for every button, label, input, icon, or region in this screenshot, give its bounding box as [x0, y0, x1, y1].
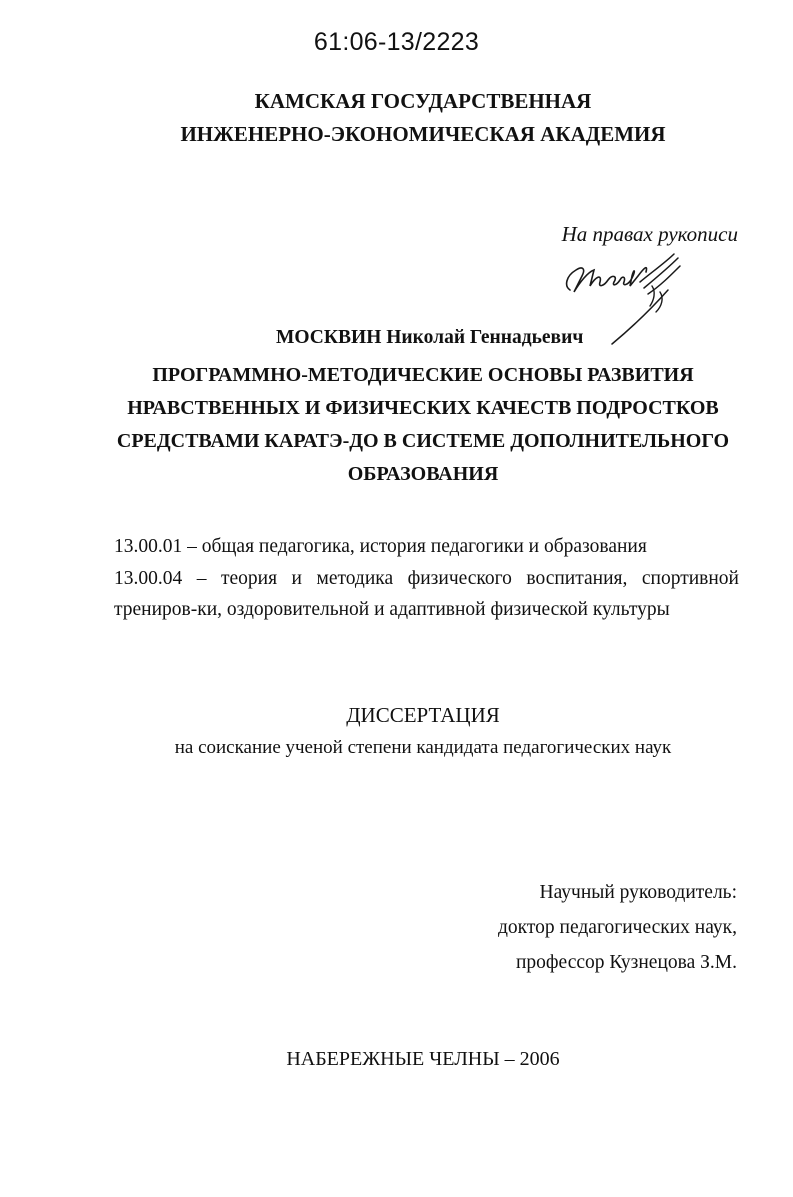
- signature-flourish-1: [640, 254, 680, 294]
- title-line: СРЕДСТВАМИ КАРАТЭ-ДО В СИСТЕМЕ ДОПОЛНИТЕЛЬНОГО: [116, 430, 730, 452]
- title-line: ПРОГРАММНО-МЕТОДИЧЕСКИЕ ОСНОВЫ РАЗВИТИЯ: [152, 364, 694, 386]
- advisor-name: профессор Кузнецова З.М.: [515, 952, 737, 973]
- signature-tail: [612, 290, 668, 344]
- specialty-1: 13.00.01 – общая педагогика, история педагогики и образования: [114, 536, 647, 557]
- specialty-2: 13.00.04 – теория и методика физического воспитания, спортивной трениров-ки, оздоровительной и адаптивной физической культуры: [114, 568, 739, 620]
- signature-script-stroke: [567, 268, 647, 292]
- scientific-advisor: [498, 875, 737, 980]
- document-type: ДИССЕРТАЦИЯ: [346, 703, 500, 727]
- institution-line-2: ИНЖЕНЕРНО-ЭКОНОМИЧЕСКАЯ АКАДЕМИЯ: [180, 122, 666, 146]
- manuscript-note: На правах рукописи: [561, 222, 738, 246]
- degree-line: на соискание ученой степени кандидата педагогических наук: [174, 737, 672, 758]
- advisor-degree: доктор педагогических наук,: [498, 917, 737, 938]
- author-name: МОСКВИН Николай Геннадьевич: [276, 327, 584, 348]
- institution-line-1: КАМСКАЯ ГОСУДАРСТВЕННАЯ: [254, 89, 592, 113]
- registry-code: 61:06-13/2223: [313, 28, 480, 56]
- advisor-role: Научный руководитель:: [539, 882, 737, 903]
- city-year: НАБЕРЕЖНЫЕ ЧЕЛНЫ – 2006: [286, 1048, 560, 1070]
- title-line: ОБРАЗОВАНИЯ: [347, 463, 499, 485]
- title-line: НРАВСТВЕННЫХ И ФИЗИЧЕСКИХ КАЧЕСТВ ПОДРОСТКОВ: [127, 397, 719, 419]
- institution-name: [0, 85, 793, 151]
- dissertation-title: [0, 359, 793, 491]
